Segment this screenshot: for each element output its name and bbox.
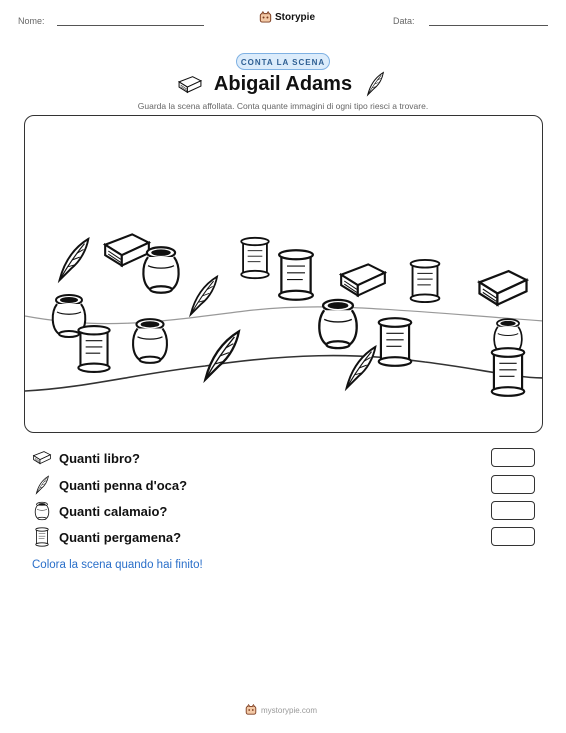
inkwell-icon	[319, 300, 356, 348]
scroll-icon	[411, 260, 440, 302]
book-icon	[105, 234, 149, 265]
question-label: Quanti penna d'oca?	[59, 477, 188, 493]
book-icon	[341, 264, 385, 295]
instructions: Guarda la scena affollata. Conta quante immagini di ogni tipo riesci a trovare.	[137, 101, 429, 111]
answer-box-scrolls[interactable]	[491, 527, 535, 546]
date-label: Data:	[393, 16, 415, 26]
scroll-icon	[241, 238, 269, 278]
scene-drawing	[25, 116, 543, 433]
question-label: Quanti pergamena?	[59, 529, 182, 545]
question-label: Quanti calamaio?	[59, 503, 168, 519]
storypie-icon	[245, 704, 257, 716]
activity-badge: CONTA LA SCENA	[236, 53, 330, 70]
question-inkwells	[32, 500, 535, 522]
brand-name: Storypie	[275, 12, 316, 23]
question-quills	[32, 474, 535, 496]
page-title: Abigail Adams	[213, 73, 353, 95]
question-label: Quanti libro?	[59, 450, 140, 466]
question-books	[32, 447, 535, 469]
quill-icon	[347, 347, 376, 388]
book-icon	[32, 448, 52, 468]
answer-box-quills[interactable]	[491, 475, 535, 494]
answer-box-inkwells[interactable]	[491, 501, 535, 520]
inkwell-icon	[143, 247, 178, 293]
quill-icon	[32, 475, 52, 495]
scroll-icon	[279, 250, 313, 300]
inkwell-icon	[32, 501, 52, 521]
scroll-icon	[492, 348, 525, 396]
storypie-icon	[259, 11, 272, 24]
scroll-icon	[78, 326, 109, 372]
name-label: Nome:	[18, 16, 45, 26]
question-scrolls	[32, 526, 535, 548]
site-url: mystorypie.com	[261, 705, 318, 715]
quill-icon	[205, 331, 239, 379]
name-line[interactable]	[57, 25, 204, 26]
scroll-icon	[32, 527, 52, 547]
book-icon	[479, 271, 526, 305]
coloring-note: Colora la scena quando hai finito!	[32, 559, 203, 571]
brand-logo	[259, 11, 315, 24]
answer-box-books[interactable]	[491, 448, 535, 467]
inkwell-icon	[133, 319, 167, 363]
ground-line-upper	[25, 307, 543, 324]
site-footer	[245, 704, 317, 716]
counting-scene[interactable]	[24, 115, 543, 433]
quill-icon	[191, 277, 217, 315]
scroll-icon	[379, 318, 412, 366]
quill-icon	[364, 71, 386, 97]
quill-icon	[60, 239, 89, 280]
date-line[interactable]	[429, 25, 548, 26]
